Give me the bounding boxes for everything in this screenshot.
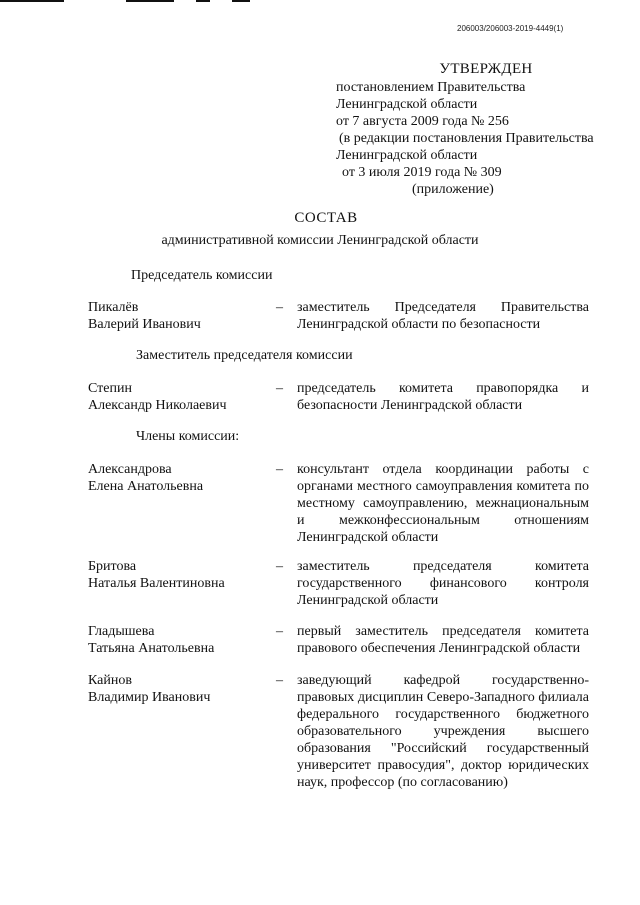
dash-separator: – — [276, 624, 283, 639]
approval-line: от 3 июля 2019 года № 309 — [342, 165, 502, 180]
member-role: председатель комитета правопорядка и безопасности Ленинградской области — [297, 381, 589, 413]
scan-mark — [126, 0, 174, 2]
approval-line: (в редакции постановления Правительства — [339, 131, 594, 146]
member-name — [88, 672, 268, 706]
member-given-names: Владимир Иванович — [88, 690, 211, 705]
member-name — [88, 558, 268, 592]
approval-line: Ленинградской области — [336, 97, 478, 112]
scan-mark — [232, 0, 250, 2]
member-role: заместитель Председателя Правительства Ленинградской области по безопасности — [297, 300, 589, 332]
heading-title: СОСТАВ — [294, 210, 358, 226]
document-heading — [0, 210, 640, 249]
member-surname: Кайнов — [88, 673, 132, 688]
member-surname: Пикалёв — [88, 300, 139, 315]
member-name — [88, 380, 268, 414]
dash-separator: – — [276, 673, 283, 688]
member-surname: Гладышева — [88, 624, 155, 639]
approval-title: УТВЕРЖДЕН — [439, 61, 533, 77]
dash-separator: – — [276, 559, 283, 574]
member-surname: Бритова — [88, 559, 137, 574]
member-given-names: Наталья Валентиновна — [88, 576, 225, 591]
section-deputy: Заместитель председателя комиссии — [136, 348, 353, 363]
member-surname: Степин — [88, 381, 132, 396]
member-role: первый заместитель председателя комитета правового обеспечения Ленинградской области — [297, 624, 589, 656]
section-chairman: Председатель комиссии — [131, 268, 273, 283]
scan-mark — [196, 0, 210, 2]
dash-separator: – — [276, 300, 283, 315]
heading-subtitle: административной комиссии Ленинградской области — [161, 233, 479, 248]
scan-mark — [0, 0, 64, 2]
approval-line: постановлением Правительства — [336, 80, 526, 95]
member-given-names: Елена Анатольевна — [88, 479, 204, 494]
document-id: 206003/206003-2019-4449(1) — [457, 24, 564, 33]
member-given-names: Александр Николаевич — [88, 398, 227, 413]
approval-line: Ленинградской области — [336, 148, 478, 163]
member-name — [88, 623, 268, 657]
member-role: заведующий кафедрой государственно-правовых дисциплин Северо-Западного филиала федерального государственного бюджетного образовательного учреждения высшего образования "Российский государственный университет правосудия", доктор юридических наук, профессор (по согласованию) — [297, 673, 589, 790]
member-role: заместитель председателя комитета государственного финансового контроля Ленинградской области — [297, 559, 589, 608]
member-role: консультант отдела координации работы с органами местного самоуправления комитета по местному самоуправлению, межнациональным и межконфессиональным отношениям Ленинградской области — [297, 462, 589, 545]
approval-line: от 7 августа 2009 года № 256 — [336, 114, 509, 129]
approval-block — [336, 61, 636, 198]
dash-separator: – — [276, 462, 283, 477]
section-members: Члены комиссии: — [136, 429, 240, 444]
dash-separator: – — [276, 381, 283, 396]
member-given-names: Татьяна Анатольевна — [88, 641, 215, 656]
member-name — [88, 461, 268, 495]
member-given-names: Валерий Иванович — [88, 317, 201, 332]
member-surname: Александрова — [88, 462, 172, 477]
member-name — [88, 299, 268, 333]
approval-line: (приложение) — [412, 182, 494, 197]
